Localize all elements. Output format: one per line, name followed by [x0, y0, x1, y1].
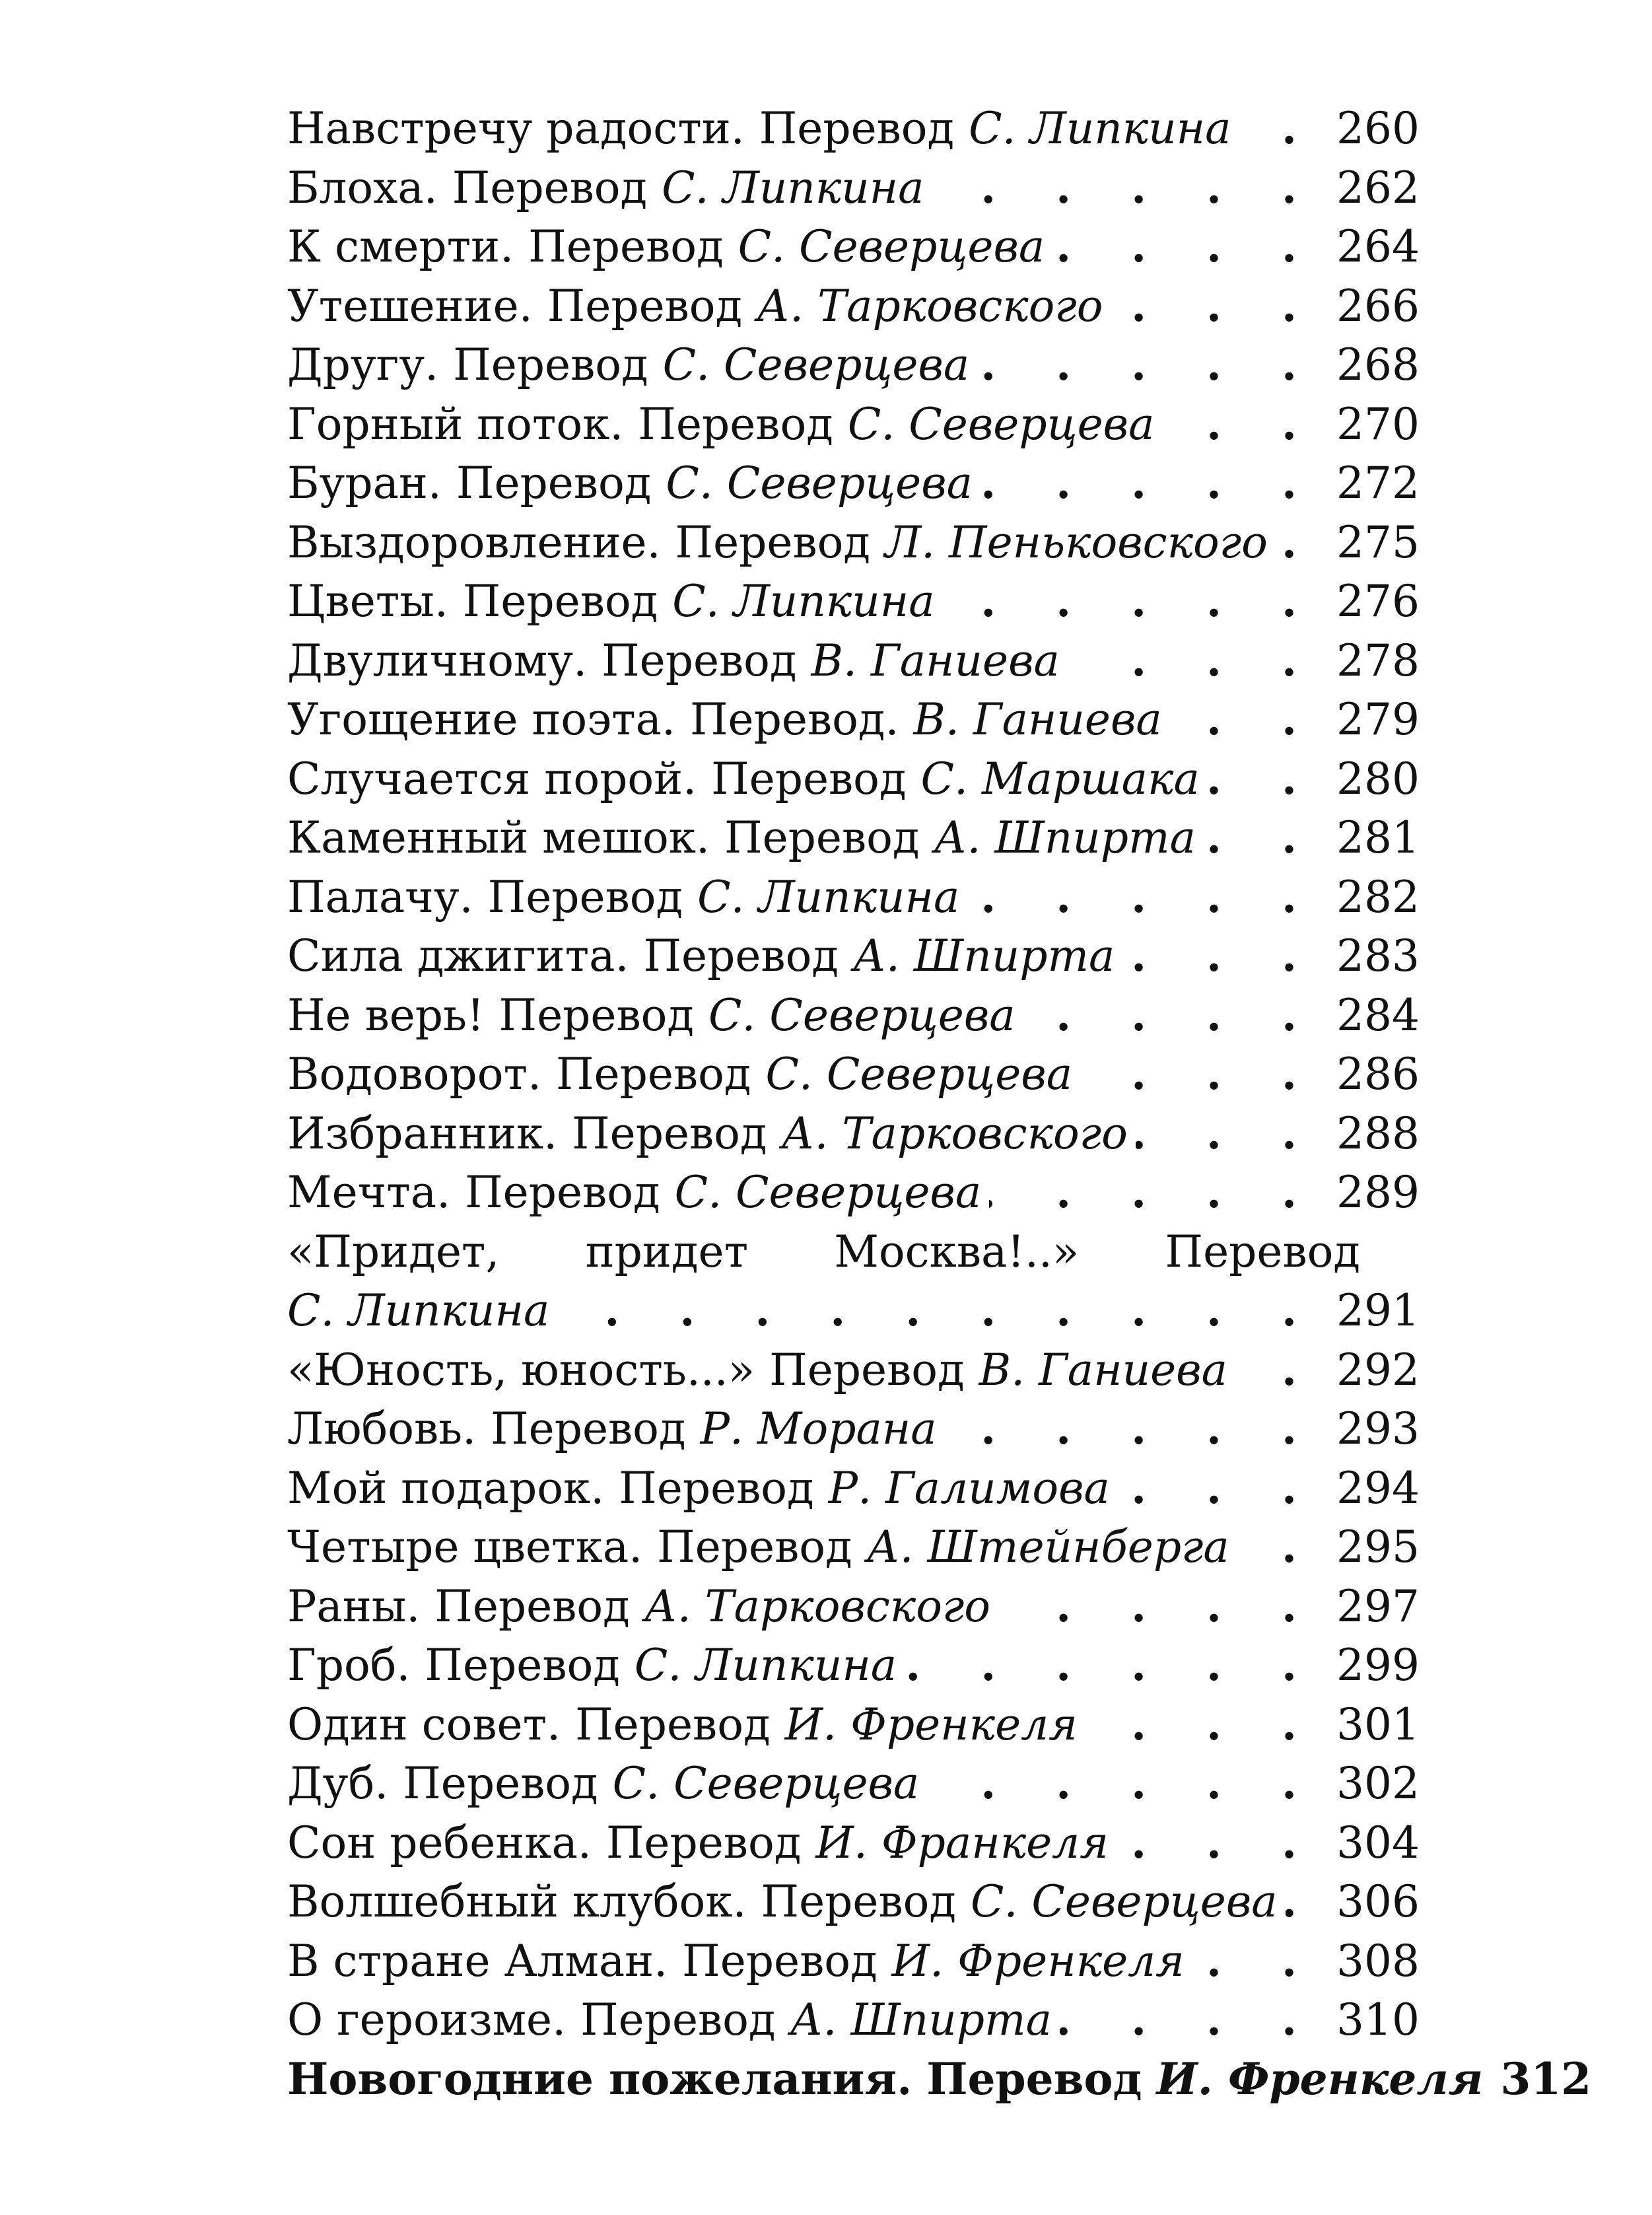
entry-title: Каменный мешок. — [287, 812, 710, 863]
entry-translator: И. Френкеля — [784, 1699, 1078, 1750]
dot-leader — [1080, 1045, 1319, 1104]
dot-leader — [927, 1754, 1319, 1813]
toc-entry — [287, 1695, 1420, 1755]
toc-entry — [287, 1222, 1420, 1341]
dot-leader — [1052, 217, 1319, 277]
toc-entry — [287, 1813, 1420, 1873]
toc-entry — [287, 868, 1420, 927]
toc-entry-row — [287, 690, 1420, 750]
entry-translation-label: Перевод — [1165, 1226, 1360, 1277]
entry-page-number: 266 — [1336, 280, 1420, 332]
entry-page-number: 304 — [1336, 1817, 1420, 1868]
entry-page-number: 302 — [1336, 1758, 1420, 1809]
entry-translation-label: Перевод. — [689, 694, 899, 745]
dot-leader — [977, 335, 1319, 395]
entry-page-number: 276 — [1336, 576, 1420, 627]
entry-translation-label: Перевод — [487, 871, 683, 923]
dot-leader — [905, 1636, 1319, 1695]
toc-entry-row — [287, 158, 1420, 218]
toc-entry — [287, 690, 1420, 750]
toc-entry-row — [287, 631, 1420, 691]
entry-page-number: 284 — [1336, 989, 1420, 1041]
entry-translation-label: Перевод — [547, 280, 743, 332]
dot-leader — [1117, 1813, 1319, 1873]
entry-translator: С. Липкина — [662, 162, 924, 213]
entry-translation-label: Перевод — [675, 516, 870, 568]
entry-translator: В. Ганиева — [913, 694, 1162, 745]
dot-leader — [1023, 986, 1319, 1045]
entry-title: Утешение. — [287, 280, 533, 332]
dot-leader — [1068, 631, 1319, 691]
toc-entry-row — [287, 1813, 1420, 1873]
entry-title: Сон ребенка. — [287, 1817, 592, 1868]
toc-entry — [287, 572, 1420, 631]
entry-translation-label: Перевод — [682, 1935, 878, 1986]
entry-title: Угощение поэта. — [287, 694, 675, 745]
toc-entry-row — [287, 1281, 1420, 1341]
toc-entry — [287, 1872, 1420, 1932]
entry-translator: С. Липкина — [969, 103, 1231, 154]
dot-leader — [1170, 690, 1319, 750]
entry-title: Горный поток. — [287, 398, 624, 450]
entry-title: Блоха. — [287, 162, 438, 213]
entry-translator: Р. Галимова — [828, 1462, 1110, 1514]
entry-translator: И. Френкеля — [1156, 2053, 1484, 2105]
entry-translation-label: Перевод — [638, 398, 833, 450]
entry-page-number: 294 — [1336, 1462, 1420, 1514]
entry-page-number: 288 — [1336, 1108, 1420, 1159]
entry-translation-label: Перевод — [619, 1462, 814, 1514]
entry-translator: С. Северцева — [666, 458, 973, 509]
toc-entry-row — [287, 335, 1420, 395]
entry-translation-label: Перевод — [403, 1758, 598, 1809]
entry-page-number: 297 — [1336, 1580, 1420, 1632]
toc-entry-row — [287, 1399, 1420, 1459]
entry-translator: С. Северцева — [738, 221, 1045, 272]
entry-translator: С. Маршака — [920, 753, 1200, 804]
toc-entry-row — [287, 1459, 1420, 1518]
toc-entry-row — [287, 2050, 1592, 2109]
entry-translator: С. Северцева — [765, 1049, 1073, 1100]
entry-translator: И. Франкеля — [815, 1817, 1109, 1868]
toc-entry — [287, 750, 1420, 809]
entry-title: Раны. — [287, 1580, 421, 1632]
dot-leader — [943, 572, 1319, 631]
entry-translation-label: Перевод — [759, 103, 955, 154]
entry-page-number: 270 — [1336, 398, 1420, 450]
entry-page-number: 283 — [1336, 931, 1420, 981]
entry-translator: С. Липкина — [634, 1640, 897, 1691]
entry-translator: С. Северцева — [674, 1167, 982, 1218]
entry-page-number: 301 — [1336, 1699, 1420, 1750]
dot-leader — [945, 1399, 1319, 1459]
entry-translator: С. Липкина — [287, 1285, 550, 1336]
entry-page-number: 260 — [1336, 103, 1420, 154]
toc-entry-row — [287, 1045, 1420, 1104]
toc-entry — [287, 513, 1420, 573]
entry-title: Другу. — [287, 339, 439, 390]
entry-title: Двуличному. — [287, 635, 588, 686]
toc-entry — [287, 1932, 1420, 1991]
entry-title: Сила джигита. — [287, 931, 629, 981]
entry-translator: С. Северцева — [662, 339, 970, 390]
entry-translation-label: Перевод — [453, 339, 648, 390]
toc-entry-row — [287, 1518, 1420, 1577]
entry-page-number: 295 — [1336, 1522, 1420, 1572]
entry-title: Цветы. — [287, 576, 448, 627]
entry-page-number: 280 — [1336, 753, 1420, 804]
entry-translator: С. Северцева — [708, 989, 1015, 1041]
toc-entry — [287, 1163, 1420, 1222]
entry-translation-label: Перевод — [452, 162, 648, 213]
toc-entry-row — [287, 1695, 1420, 1755]
entry-translator: А. Шпирта — [790, 1994, 1052, 2045]
entry-title: К смерти. — [287, 221, 514, 272]
entry-translator: С. Липкина — [697, 871, 960, 923]
entry-title: Избранник. — [287, 1108, 558, 1159]
entry-page-number: 299 — [1336, 1640, 1420, 1691]
entry-translation-label: Перевод — [572, 1108, 767, 1159]
dot-leader — [1204, 808, 1319, 868]
entry-title: Палачу. — [287, 871, 473, 923]
entry-translation-label: Перевод — [926, 2053, 1142, 2105]
toc-entry-row — [287, 1163, 1420, 1222]
entry-title: Буран. — [287, 458, 442, 509]
toc-entry-row — [287, 808, 1420, 868]
entry-translator: С. Липкина — [672, 576, 935, 627]
entry-translator: А. Шпирта — [852, 931, 1115, 981]
toc-entry-row — [287, 1990, 1420, 2050]
entry-translation-label: Перевод — [602, 635, 797, 686]
entry-translator: А. Тарковского — [757, 280, 1103, 332]
dot-leader — [989, 1163, 1319, 1222]
entry-page-number: 272 — [1336, 458, 1420, 509]
entry-translator: С. Северцева — [847, 398, 1155, 450]
entry-page-number: 293 — [1336, 1403, 1420, 1454]
entry-page-number: 275 — [1336, 516, 1420, 568]
entry-translation-label: Перевод — [462, 576, 658, 627]
toc-entry-row — [287, 395, 1420, 454]
entry-title-word: придет — [585, 1226, 749, 1277]
entry-page-number: 278 — [1336, 635, 1420, 686]
entry-translator: И. Френкеля — [891, 1935, 1185, 1986]
toc-entry-row — [287, 99, 1420, 158]
entry-translation-label: Перевод — [761, 1876, 956, 1927]
entry-translation-label: Перевод — [555, 1049, 751, 1100]
toc-entry-row — [287, 572, 1420, 631]
entry-title: В стране Алман. — [287, 1935, 668, 1986]
entry-page-number: 291 — [1336, 1285, 1420, 1336]
entry-translation-label: Перевод — [434, 1580, 630, 1632]
entry-page-number: 264 — [1336, 221, 1420, 272]
entry-translation-label: Перевод — [528, 221, 724, 272]
entry-title: Один совет. — [287, 1699, 561, 1750]
dot-leader — [1208, 750, 1319, 809]
entry-title: Навстречу радости. — [287, 103, 745, 154]
dot-leader — [1162, 395, 1319, 454]
entry-title: Дуб. — [287, 1758, 389, 1809]
toc-entry-row — [287, 454, 1420, 513]
dot-leader — [1239, 99, 1319, 158]
dot-leader — [1136, 1104, 1319, 1164]
toc-entry — [287, 2050, 1592, 2109]
entry-translator: В. Ганиева — [979, 1344, 1227, 1395]
toc-entry-row — [287, 986, 1420, 1045]
entry-title: Не верь! — [287, 989, 485, 1041]
entry-title-word: Москва!..» — [834, 1226, 1080, 1277]
dot-leader — [1118, 1459, 1319, 1518]
entry-title: «Юность, юность...» — [287, 1344, 755, 1395]
dot-leader — [1192, 1932, 1319, 1991]
entry-title: Мой подарок. — [287, 1462, 605, 1514]
dot-leader — [967, 868, 1319, 927]
toc-entry — [287, 631, 1420, 691]
entry-title: Мечта. — [287, 1167, 451, 1218]
entry-translation-label: Перевод — [456, 458, 652, 509]
entry-title-line — [287, 1222, 1420, 1282]
table-of-contents — [287, 99, 1592, 2109]
toc-entry — [287, 1104, 1420, 1164]
toc-entry — [287, 1399, 1420, 1459]
toc-entry-row — [287, 1636, 1420, 1695]
entry-translator: С. Северцева — [612, 1758, 920, 1809]
toc-entry-row — [287, 513, 1420, 573]
entry-translation-label: Перевод — [575, 1699, 771, 1750]
entry-page-number: 262 — [1336, 162, 1420, 213]
entry-title: О героизме. — [287, 1994, 567, 2045]
entry-title: Четыре цветка. — [287, 1522, 643, 1572]
dot-leader — [1286, 1872, 1319, 1932]
dot-leader — [998, 1577, 1319, 1636]
dot-leader — [1111, 277, 1319, 336]
entry-title: Любовь. — [287, 1403, 477, 1454]
entry-page-number: 282 — [1336, 871, 1420, 923]
entry-translation-label: Перевод — [499, 989, 694, 1041]
entry-page-number: 292 — [1336, 1344, 1420, 1395]
dot-leader — [1085, 1695, 1319, 1755]
entry-page-number: 310 — [1336, 1994, 1420, 2045]
entry-translator: А. Тарковского — [781, 1108, 1128, 1159]
toc-entry — [287, 158, 1420, 218]
dot-leader — [1276, 513, 1319, 573]
toc-entry-row — [287, 1577, 1420, 1636]
dot-leader — [1237, 1518, 1319, 1577]
toc-entry-row — [287, 1104, 1420, 1164]
toc-entry — [287, 99, 1420, 158]
toc-entry-row — [287, 1341, 1420, 1400]
entry-translator: А. Шпирта — [934, 812, 1196, 863]
toc-entry — [287, 1754, 1420, 1813]
toc-entry — [287, 1459, 1420, 1518]
entry-page-number: 268 — [1336, 339, 1420, 390]
entry-page-number: 281 — [1336, 812, 1420, 863]
dot-leader — [981, 454, 1319, 513]
toc-entry — [287, 454, 1420, 513]
toc-entry — [287, 1518, 1420, 1577]
entry-title: Случается порой. — [287, 753, 697, 804]
toc-entry-row — [287, 750, 1420, 809]
dot-leader — [557, 1281, 1319, 1341]
entry-title: Новогодние пожелания. — [287, 2053, 912, 2105]
entry-translator: В. Ганиева — [811, 635, 1060, 686]
entry-page-number: 312 — [1500, 2053, 1592, 2105]
toc-entry — [287, 335, 1420, 395]
entry-page-number: 279 — [1336, 694, 1420, 745]
entry-translator: А. Штейнберга — [866, 1522, 1229, 1572]
entry-title: Выздоровление. — [287, 516, 661, 568]
toc-entry-row — [287, 277, 1420, 336]
entry-translation-label: Перевод — [491, 1403, 686, 1454]
entry-title: Гроб. — [287, 1640, 411, 1691]
toc-entry — [287, 1341, 1420, 1400]
toc-entry — [287, 808, 1420, 868]
toc-entry-row — [287, 1872, 1420, 1932]
toc-entry — [287, 1045, 1420, 1104]
entry-title: Волшебный клубок. — [287, 1876, 747, 1927]
toc-entry-row — [287, 868, 1420, 927]
entry-translation-label: Перевод — [643, 931, 839, 981]
entry-translation-label: Перевод — [769, 1344, 965, 1395]
dot-leader — [932, 158, 1319, 218]
entry-translation-label: Перевод — [425, 1640, 620, 1691]
toc-entry — [287, 1636, 1420, 1695]
entry-translator: А. Тарковского — [644, 1580, 991, 1632]
dot-leader — [1122, 927, 1319, 986]
toc-entry-row — [287, 1932, 1420, 1991]
toc-entry — [287, 1577, 1420, 1636]
toc-entry — [287, 986, 1420, 1045]
entry-page-number: 308 — [1336, 1935, 1420, 1986]
entry-translation-label: Перевод — [605, 1817, 802, 1868]
toc-entry — [287, 927, 1420, 986]
entry-translator: Л. Пеньковского — [885, 516, 1268, 568]
entry-translation-label: Перевод — [657, 1522, 852, 1572]
entry-title: Водоворот. — [287, 1049, 541, 1100]
toc-entry — [287, 277, 1420, 336]
toc-entry — [287, 1990, 1420, 2050]
entry-translator: Р. Морана — [700, 1403, 937, 1454]
dot-leader — [1235, 1341, 1319, 1400]
toc-entry-row — [287, 1754, 1420, 1813]
toc-entry-row — [287, 217, 1420, 277]
entry-translation-label: Перевод — [711, 753, 907, 804]
toc-entry — [287, 217, 1420, 277]
entry-page-number: 306 — [1336, 1876, 1420, 1927]
toc-entry — [287, 395, 1420, 454]
entry-translation-label: Перевод — [580, 1994, 776, 2045]
entry-translator: С. Северцева — [970, 1876, 1278, 1927]
toc-entry-row — [287, 927, 1420, 986]
dot-leader — [1060, 1990, 1319, 2050]
entry-translation-label: Перевод — [465, 1167, 660, 1218]
entry-title-word: «Придет, — [287, 1226, 500, 1277]
entry-page-number: 289 — [1336, 1167, 1420, 1218]
entry-page-number: 286 — [1336, 1049, 1420, 1100]
entry-translation-label: Перевод — [724, 812, 920, 863]
